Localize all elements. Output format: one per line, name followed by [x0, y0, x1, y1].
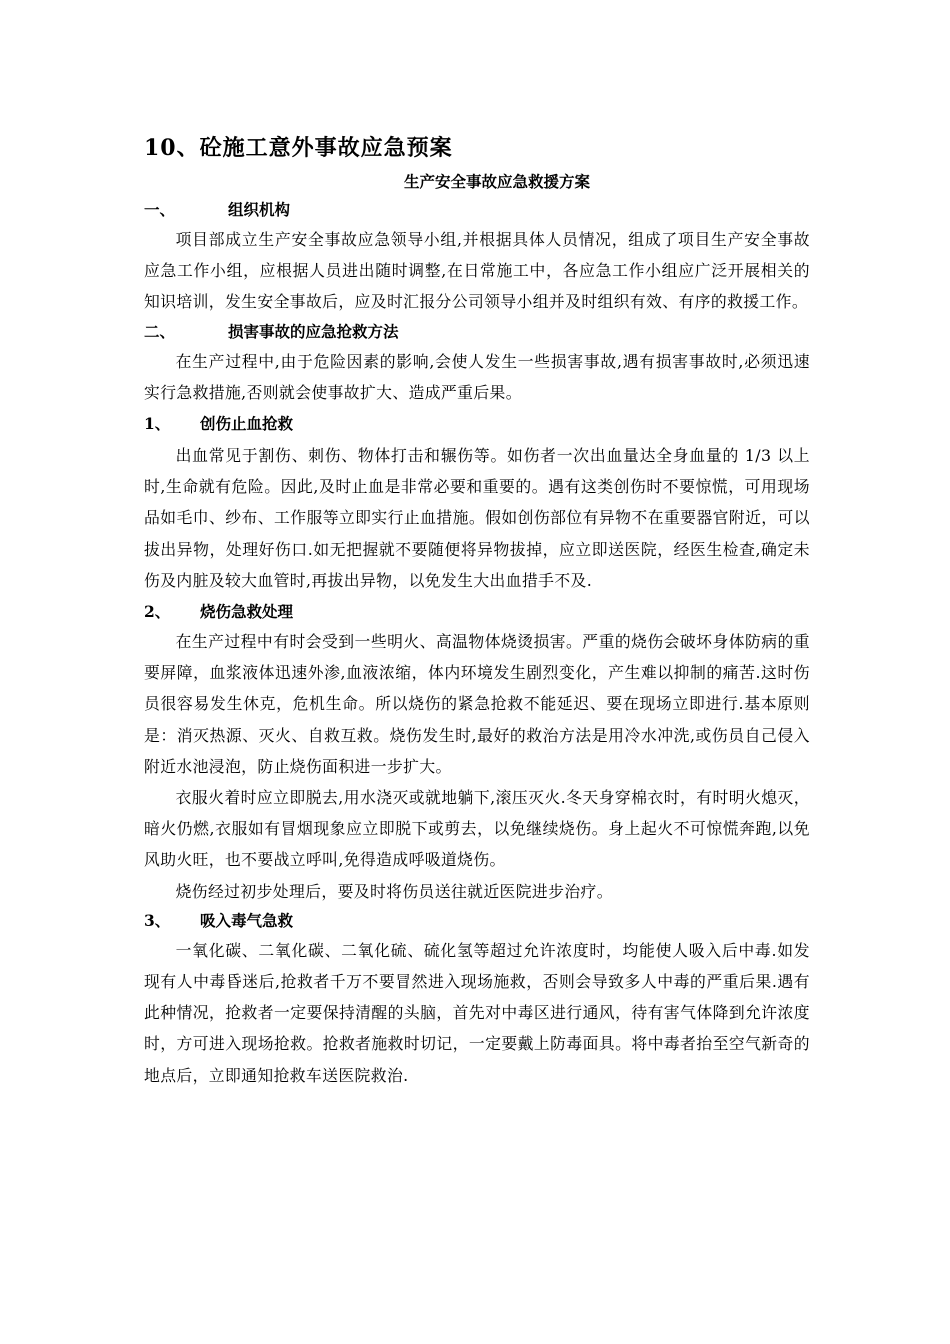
item-title: 烧伤急救处理: [200, 602, 294, 622]
section-heading: [144, 196, 810, 224]
document-body: [144, 128, 810, 1091]
item-number: 2、: [144, 602, 171, 622]
item-heading: [144, 907, 810, 935]
document-subtitle: 生产安全事故应急救援方案: [403, 172, 590, 191]
section-title: 损害事故的应急抢救方法: [228, 321, 399, 341]
item-title: 吸入毒气急救: [200, 910, 294, 930]
section-number: 一、: [144, 200, 176, 219]
paragraph: 在生产过程中有时会受到一些明火、高温物体烧烫损害。严重的烧伤会破坏身体防病的重要屏障，血浆液体迅速外渗,血液浓缩，体内环境发生剧烈变化，产生难以抑制的痛苦.这时伤员很容易发生休克，危机生命。所以烧伤的紧急抢救不能延迟、要在现场立即进行.基本原则是：消灭热源、灭火、自救互救。烧伤发生时,最好的救治方法是用冷水冲洗,或伤员自己侵入附近水池浸泡，防止烧伤面积进一步扩大。: [144, 632, 810, 776]
section-title: 组织机构: [228, 200, 291, 219]
paragraph: 出血常见于割伤、刺伤、物体打击和辗伤等。如伤者一次出血量达全身血量的 1/3 以上时,生命就有危险。因此,及时止血是非常必要和重要的。遇有这类创伤时不要惊慌，可用现场品如毛巾、纱布、工作服等立即实行止血措施。假如创伤部位有异物不在重要器官附近，可以拔出异物，处理好伤口.如无把握就不要随便将异物拔掉，应立即送医院，经医生检查,确定未伤及内脏及较大血管时,再拔出异物，以免发生大出血措手不及.: [144, 446, 810, 590]
document-title: 10、砼施工意外事故应急预案: [144, 135, 453, 161]
item-heading: [144, 410, 810, 438]
section-heading: [144, 318, 810, 346]
paragraph: 烧伤经过初步处理后，要及时将伤员送往就近医院进步治疗。: [175, 881, 613, 901]
paragraph: 一氧化碳、二氧化碳、二氧化硫、硫化氢等超过允许浓度时，均能使人吸入后中毒.如发现有人中毒昏迷后,抢救者千万不要冒然进入现场施救，否则会导致多人中毒的严重后果.遇有此种情况，抢救者一定要保持清醒的头脑，首先对中毒区进行通风，待有害气体降到允许浓度时，方可进入现场抢救。抢救者施救时切记，一定要戴上防毒面具。将中毒者抬至空气新奇的地点后，立即通知抢救车送医院救治.: [144, 940, 810, 1085]
item-heading: [144, 598, 810, 626]
item-number: 3、: [144, 910, 171, 930]
paragraph: 衣服火着时应立即脱去,用水浇灭或就地躺下,滚压灭火.冬天身穿棉衣时，有时明火熄灭，暗火仍燃,衣服如有冒烟现象应立即脱下或剪去，以免继续烧伤。身上起火不可惊慌奔跑,以免风助火旺，也不要战立呼叫,免得造成呼吸道烧伤。: [144, 788, 810, 870]
paragraph: 项目部成立生产安全事故应急领导小组,并根据具体人员情况，组成了项目生产安全事故应急工作小组，应根据人员进出随时调整,在日常施工中，各应急工作小组应广泛开展相关的知识培训，发生安全事故后，应及时汇报分公司领导小组并及时组织有效、有序的救援工作。: [144, 230, 810, 312]
paragraph: 在生产过程中,由于危险因素的影响,会使人发生一些损害事故,遇有损害事故时,必须迅速实行急救措施,否则就会使事故扩大、造成严重后果。: [144, 351, 810, 402]
item-number: 1、: [144, 414, 171, 434]
item-title: 创伤止血抢救: [200, 414, 294, 434]
section-number: 二、: [144, 321, 176, 341]
